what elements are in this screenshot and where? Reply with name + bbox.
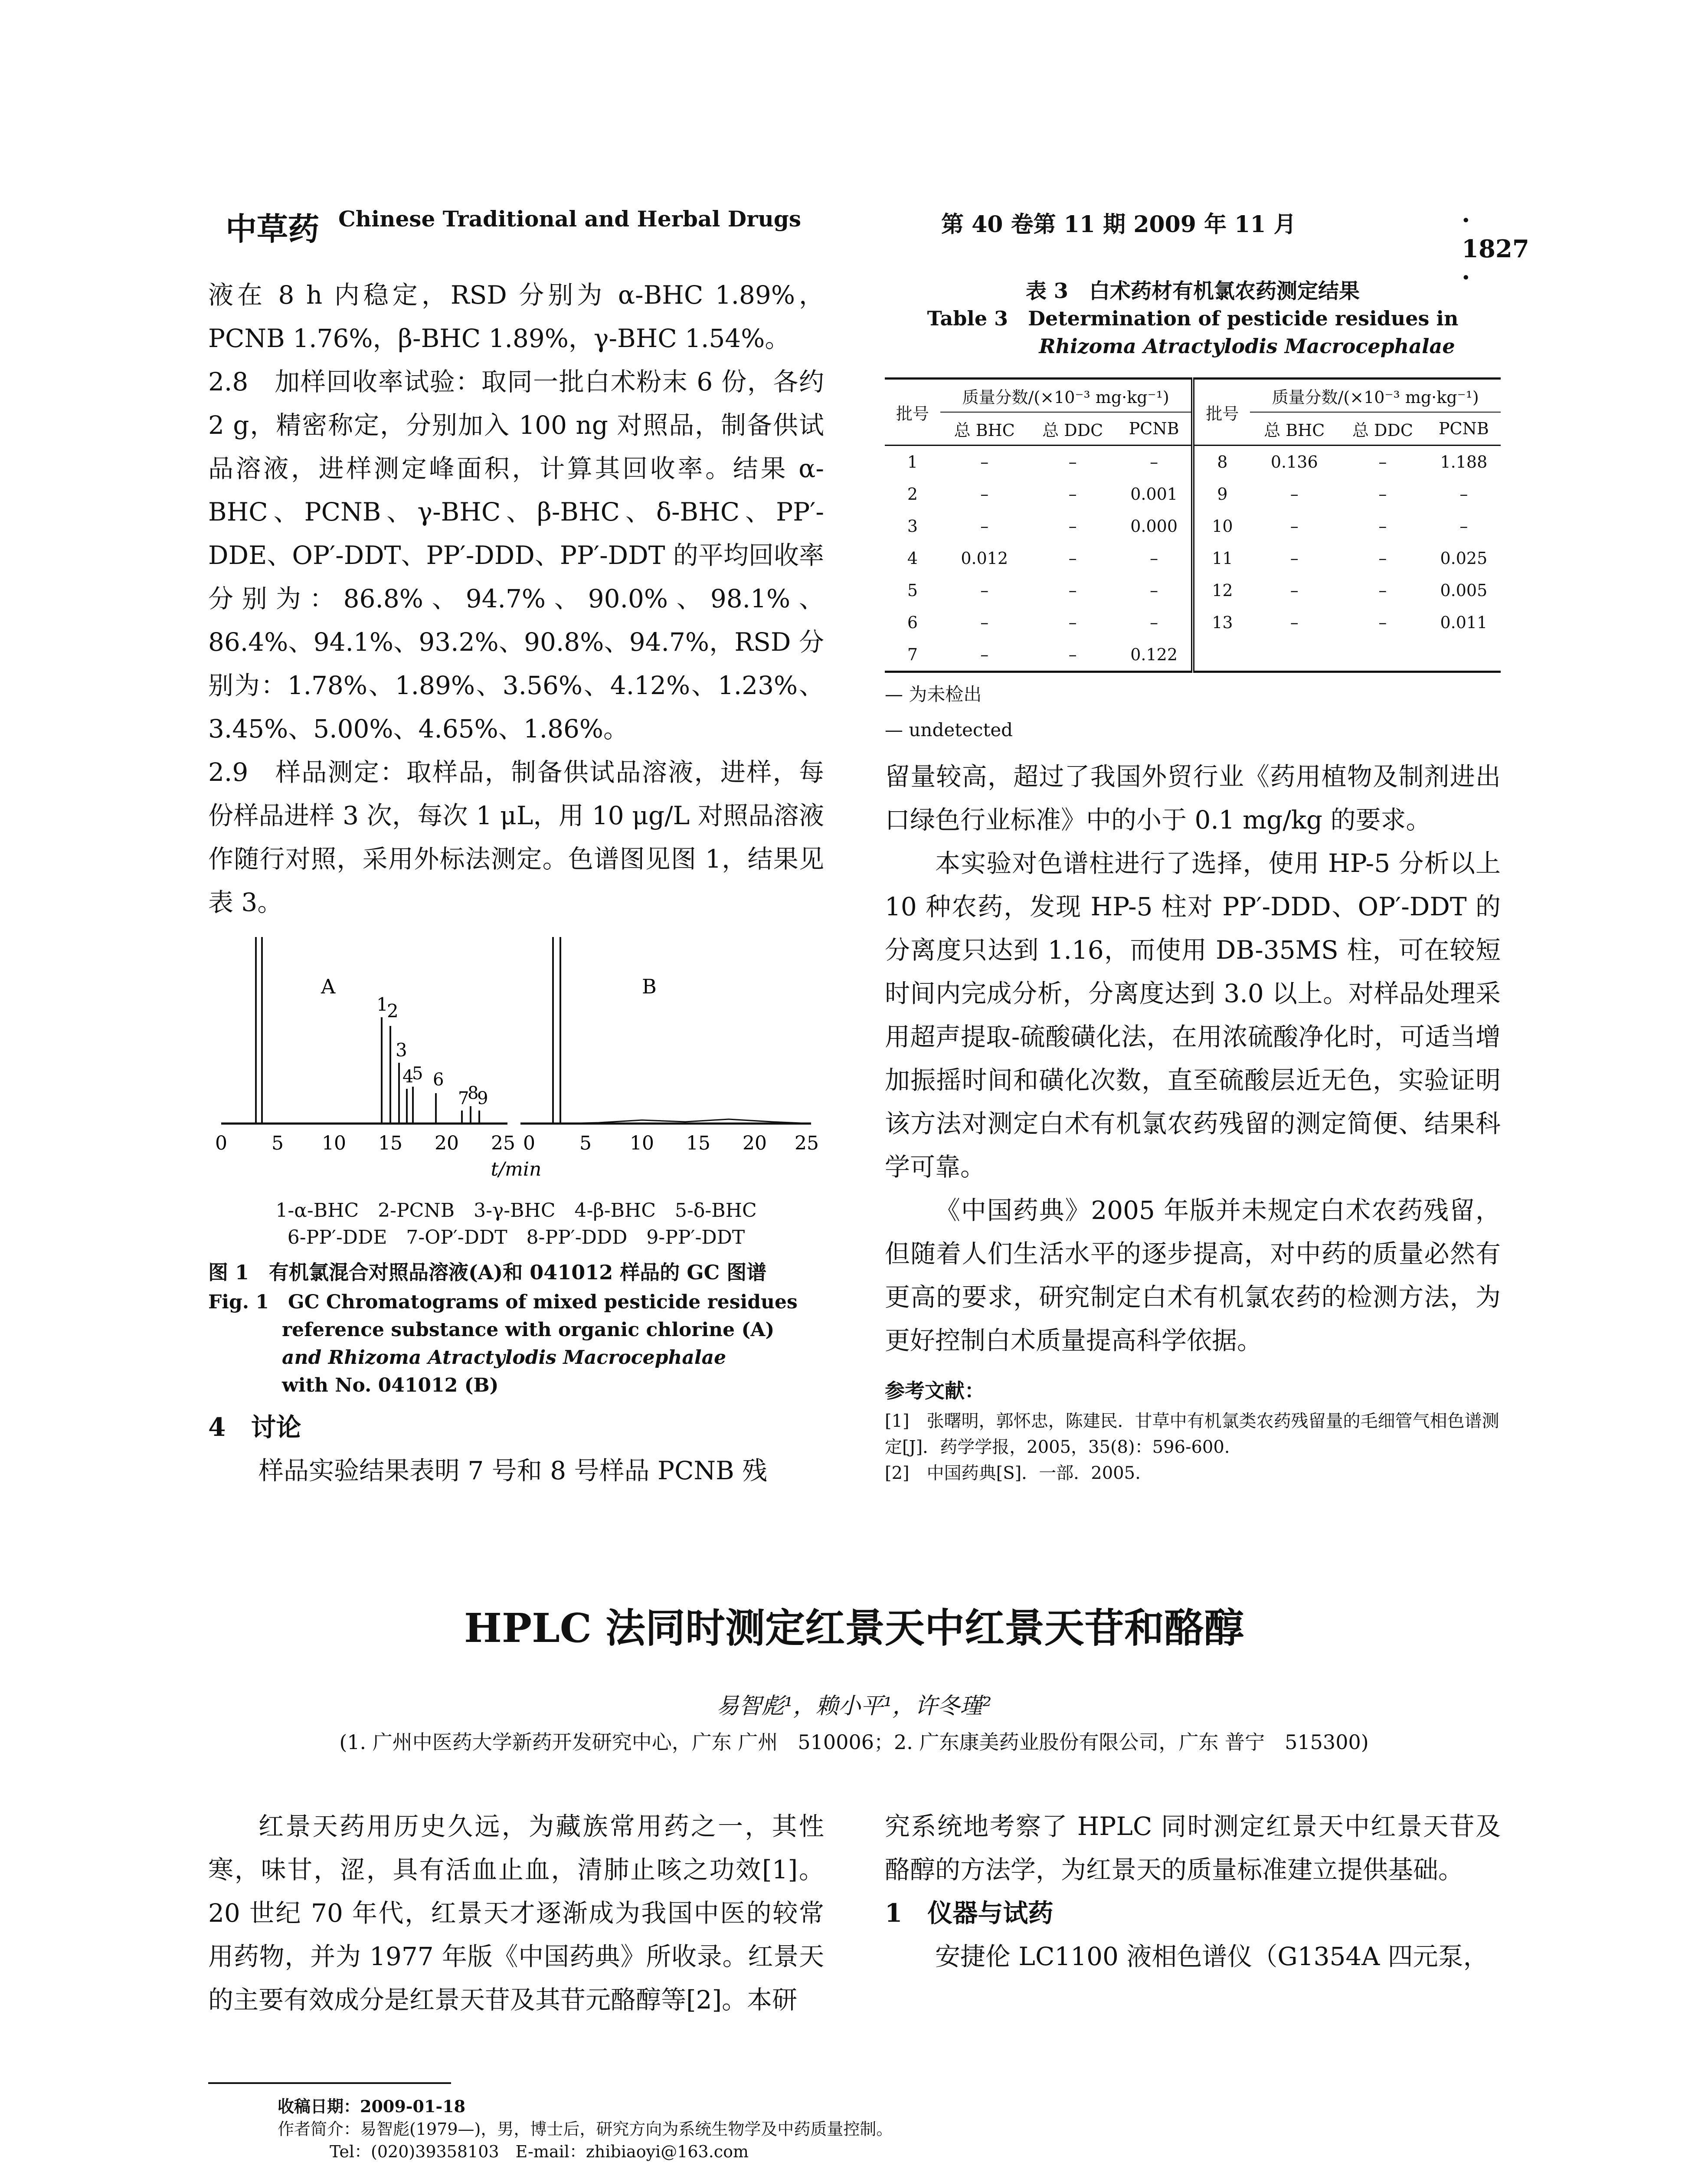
table-cell: –	[1378, 485, 1387, 504]
table-cell: –	[1029, 639, 1117, 672]
table-cell: 0.000	[1130, 517, 1178, 536]
table-cell: –	[980, 613, 989, 632]
header-batch: 批号	[885, 379, 940, 446]
table-cell: 7	[885, 639, 940, 672]
peak-label-8: 8	[468, 1083, 479, 1103]
table-cell: –	[1068, 517, 1077, 536]
table-3-caption	[885, 278, 1501, 360]
table-subheader-row	[885, 412, 1501, 446]
table-cell: 8	[1193, 446, 1250, 478]
table-cell: 0.025	[1440, 549, 1488, 568]
table-cell: –	[1459, 517, 1468, 536]
table-cell: 13	[1193, 606, 1250, 639]
table-cell: –	[1290, 485, 1299, 504]
table-caption-en-1: Table 3 Determination of pesticide residues in	[927, 307, 1459, 330]
table-cell: 0.001	[1130, 485, 1178, 504]
table-cell: 6	[907, 613, 918, 632]
section-4-title: 4 讨论	[208, 1412, 301, 1442]
paragraph: 安捷伦 LC1100 液相色谱仪（G1354A 四元泵，	[935, 1942, 1489, 1971]
table-cell: –	[1378, 452, 1387, 472]
header-total-ddc: 总 DDC	[1029, 412, 1117, 446]
author-introduction: 作者简介：易智彪(1979—)，男，博士后，研究方向为系统生物学及中药质量控制。	[278, 2120, 893, 2139]
caption-en-line-4: with No. 041012 (B)	[282, 1374, 499, 1396]
table-cell: 0.011	[1440, 613, 1488, 632]
table-cell: 2	[907, 485, 918, 504]
peak-label-7: 7	[458, 1088, 469, 1108]
paragraph: 本实验对色谱柱进行了选择，使用 HP-5 分析以上 10 种农药，发现 HP-5 柱对 PP′-DDD、OP′-DDT 的分离度只达到 1.16，而使用 DB-35MS 柱，可在较短时间内完成分析，分离度达到 3.0 以上。对样品处理采用超声提取-硫酸磺化法，在用浓硫酸净化时，可适当增加振摇时间和磺化次数，直至硫酸层近无色，实验证明该方法对测定白术有机氯农药残留的测定简便、结果科学可靠。	[885, 849, 1501, 1182]
table-row	[885, 542, 1501, 574]
figure-legend	[208, 1197, 824, 1251]
header-total-bhc: 总 BHC	[940, 412, 1029, 446]
caption-en-line-1: Fig. 1 GC Chromatograms of mixed pesticide residues	[208, 1291, 798, 1313]
table-row	[885, 639, 1501, 672]
x-tick: 20	[435, 1132, 459, 1154]
table-cell: –	[1459, 485, 1468, 504]
x-tick: 0	[215, 1132, 227, 1154]
header-mass-fraction-right: 质量分数/(×10⁻³ mg·kg⁻¹)	[1250, 379, 1501, 413]
table-cell: 1.188	[1440, 452, 1488, 472]
x-tick-b: 20	[743, 1132, 767, 1154]
table-cell: 0.122	[1117, 639, 1193, 672]
peak-label-1: 1	[376, 994, 388, 1015]
paragraph: 留量较高，超过了我国外贸行业《药用植物及制剂进出口绿色行业标准》中的小于 0.1 mg/kg 的要求。	[885, 762, 1501, 835]
table-cell	[1338, 639, 1427, 672]
table-cell: –	[1378, 581, 1387, 600]
table-caption-cn: 表 3 白术药材有机氯农药测定结果	[1025, 279, 1360, 303]
caption-en-line-2: reference substance with organic chlorine (A)	[282, 1319, 775, 1341]
table-cell: –	[940, 639, 1029, 672]
article-authors: 易智彪¹，赖小平¹，许冬瑾²	[716, 1693, 992, 1719]
x-tick-b: 5	[579, 1132, 592, 1154]
x-tick-b: 25	[795, 1132, 819, 1154]
table-cell: –	[1068, 549, 1077, 568]
paragraph: 《中国药典》2005 年版并未规定白术农药残留，但随着人们生活水平的逐步提高，对中药的质量必然有更高的要求，研究制定白术有机氯农药的检测方法，为更好控制白术质量提高科学依据。	[885, 1196, 1501, 1355]
author-contact: Tel：(020)39358103 E-mail：zhibiaoyi@163.com	[330, 2142, 749, 2161]
peak-label-6: 6	[433, 1070, 444, 1090]
legend-line-2: 6-PP′-DDE 7-OP′-DDT 8-PP′-DDD 9-PP′-DDT	[287, 1226, 745, 1248]
table-body	[885, 446, 1501, 672]
header-pcnb: PCNB	[1117, 412, 1193, 446]
x-axis-label: t/min	[491, 1158, 542, 1180]
table-cell: –	[1068, 485, 1077, 504]
header-total-ddc-right: 总 DDC	[1338, 412, 1427, 446]
table-cell: 12	[1193, 574, 1250, 606]
table-caption-en-2: Rhizoma Atractylodis Macrocephalae	[1039, 334, 1455, 358]
table-cell: –	[1150, 452, 1158, 472]
references	[885, 1375, 1501, 1486]
table-row	[885, 574, 1501, 606]
table-cell: 3	[907, 517, 918, 536]
journal-name-cn: 中草药	[226, 210, 320, 247]
figure-caption-en	[208, 1288, 833, 1399]
reference-2: [2] 中国药典[S]．一部．2005.	[885, 1463, 1141, 1483]
x-tick: 10	[322, 1132, 346, 1154]
table-cell: –	[980, 452, 989, 472]
x-tick: 15	[378, 1132, 402, 1154]
table-cell: –	[1378, 517, 1387, 536]
table-cell: –	[980, 485, 989, 504]
section-1-title: 1 仪器与试药	[885, 1898, 1054, 1928]
paragraph-2-9: 2.9 样品测定：取样品，制备供试品溶液，进样，每份样品进样 3 次，每次 1 μL，用 10 μg/L 对照品溶液作随行对照，采用外标法测定。色谱图见图 1，结果见表 3。	[208, 757, 824, 917]
header-mass-fraction: 质量分数/(×10⁻³ mg·kg⁻¹)	[940, 379, 1193, 413]
note-cn: — 为未检出	[885, 684, 982, 705]
issue-info: 第 40 卷第 11 期 2009 年 11 月	[941, 211, 1296, 238]
x-tick: 5	[272, 1132, 284, 1154]
x-tick-b: 10	[630, 1132, 654, 1154]
table-row	[885, 510, 1501, 542]
chromatogram-a	[215, 937, 515, 1154]
paragraph: 液在 8 h 内稳定，RSD 分别为 α-BHC 1.89%，PCNB 1.76%，β-BHC 1.89%，γ-BHC 1.54%。	[208, 280, 824, 353]
references-title: 参考文献：	[885, 1379, 985, 1402]
caption-en-line-3: and Rhizoma Atractylodis Macrocephalae	[282, 1347, 726, 1369]
peak-label-9: 9	[477, 1088, 488, 1108]
section-4-paragraph: 样品实验结果表明 7 号和 8 号样品 PCNB 残	[258, 1456, 768, 1485]
table-cell: –	[1290, 549, 1299, 568]
article-title: HPLC 法同时测定红景天中红景天苷和酪醇	[464, 1605, 1244, 1651]
table-cell: 11	[1193, 542, 1250, 574]
table-cell: 10	[1193, 510, 1250, 542]
header-batch-right: 批号	[1193, 379, 1250, 446]
table-cell: –	[1378, 549, 1387, 568]
table-notes	[885, 677, 1501, 748]
figure-caption-cn: 图 1 有机氯混合对照品溶液(A)和 041012 样品的 GC 图谱	[208, 1261, 767, 1284]
table-cell: –	[1150, 613, 1158, 632]
x-tick: 25	[491, 1132, 515, 1154]
paragraph-2-8: 2.8 加样回收率试验：取同一批白术粉末 6 份，各约 2 g，精密称定，分别加入 100 ng 对照品，制备供试品溶液，进样测定峰面积，计算其回收率。结果 α-BHC、PCNB、γ-BHC、β-BHC、δ-BHC、PP′-DDE、OP′-DDT、PP′-DDD、PP′-DDT 的平均回收率分别为：86.8%、94.7%、90.0%、98.1%、86.4%、94.1%、93.2%、90.8%、94.7%，RSD 分别为：1.78%、1.89%、3.56%、4.12%、1.23%、3.45%、5.00%、4.65%、1.86%。	[208, 367, 824, 744]
figure-1-chromatogram	[208, 933, 833, 1202]
table-cell: 4	[907, 549, 918, 568]
label-b: B	[642, 975, 657, 998]
table-3	[885, 377, 1501, 673]
table-header-row	[885, 379, 1501, 413]
right-column-text	[885, 755, 1501, 1362]
table-cell: –	[1290, 613, 1299, 632]
journal-name-en: Chinese Traditional and Herbal Drugs	[338, 206, 801, 232]
x-tick-b: 0	[523, 1132, 535, 1154]
peak-label-4: 4	[402, 1067, 414, 1087]
chromatogram-b	[520, 937, 819, 1154]
table-cell: –	[1290, 517, 1299, 536]
table-cell	[1193, 639, 1250, 672]
table-cell: –	[1068, 581, 1077, 600]
table-cell: 0.005	[1440, 581, 1488, 600]
table-cell: 5	[907, 581, 918, 600]
table-cell: –	[1068, 613, 1077, 632]
label-a: A	[321, 975, 336, 998]
table-cell	[1427, 639, 1501, 672]
table-cell: –	[1378, 613, 1387, 632]
table-cell: 0.136	[1270, 452, 1318, 472]
article2-right-column	[885, 1805, 1501, 1978]
table-cell: –	[1150, 581, 1158, 600]
footnote-rule	[208, 2082, 451, 2084]
header-total-bhc-right: 总 BHC	[1250, 412, 1338, 446]
table-cell: –	[1290, 581, 1299, 600]
peak-label-2: 2	[387, 1000, 399, 1022]
article2-left-column	[208, 1805, 824, 2022]
table-cell: –	[1068, 452, 1077, 472]
reference-1: [1] 张曙明，郭怀忠，陈建民．甘草中有机氯类农药残留量的毛细管气相色谱测定[J]．药学学报，2005，35(8)：596-600.	[885, 1411, 1499, 1457]
page-number: · 1827 ·	[1462, 206, 1529, 292]
peak-label-3: 3	[396, 1039, 407, 1061]
footnote	[278, 2095, 1405, 2163]
table-cell: –	[1150, 549, 1158, 568]
table-row	[885, 606, 1501, 639]
peak-label-5: 5	[412, 1064, 423, 1084]
paragraph: 究系统地考察了 HPLC 同时测定红景天中红景天苷及酪醇的方法学，为红景天的质量标准建立提供基础。	[885, 1812, 1501, 1884]
table-cell: 0.012	[961, 549, 1008, 568]
table-cell: –	[980, 581, 989, 600]
table-cell: –	[980, 517, 989, 536]
x-tick-b: 15	[686, 1132, 710, 1154]
received-date: 收稿日期：2009-01-18	[278, 2097, 466, 2116]
paragraph: 红景天药用历史久远，为藏族常用药之一，其性寒，味甘，涩，具有活血止血，清肺止咳之功效[1]。20 世纪 70 年代，红景天才逐渐成为我国中医的较常用药物，并为 1977 年版《中国药典》所收录。红景天的主要有效成分是红景天苷及其苷元酪醇等[2]。本研	[208, 1812, 824, 2015]
section-4	[208, 1406, 824, 1492]
table-row	[885, 478, 1501, 510]
header-pcnb-right: PCNB	[1427, 412, 1501, 446]
table-row	[885, 446, 1501, 478]
table-cell: 9	[1193, 478, 1250, 510]
table-cell: 1	[907, 452, 918, 472]
legend-line-1: 1-α-BHC 2-PCNB 3-γ-BHC 4-β-BHC 5-δ-BHC	[275, 1199, 757, 1222]
table-cell	[1250, 639, 1338, 672]
left-column-text	[208, 273, 824, 924]
note-en: — undetected	[885, 719, 1013, 740]
article-affiliation: (1. 广州中医药大学新药开发研究中心，广东 广州 510006；2. 广东康美药业股份有限公司，广东 普宁 515300)	[339, 1730, 1369, 1754]
